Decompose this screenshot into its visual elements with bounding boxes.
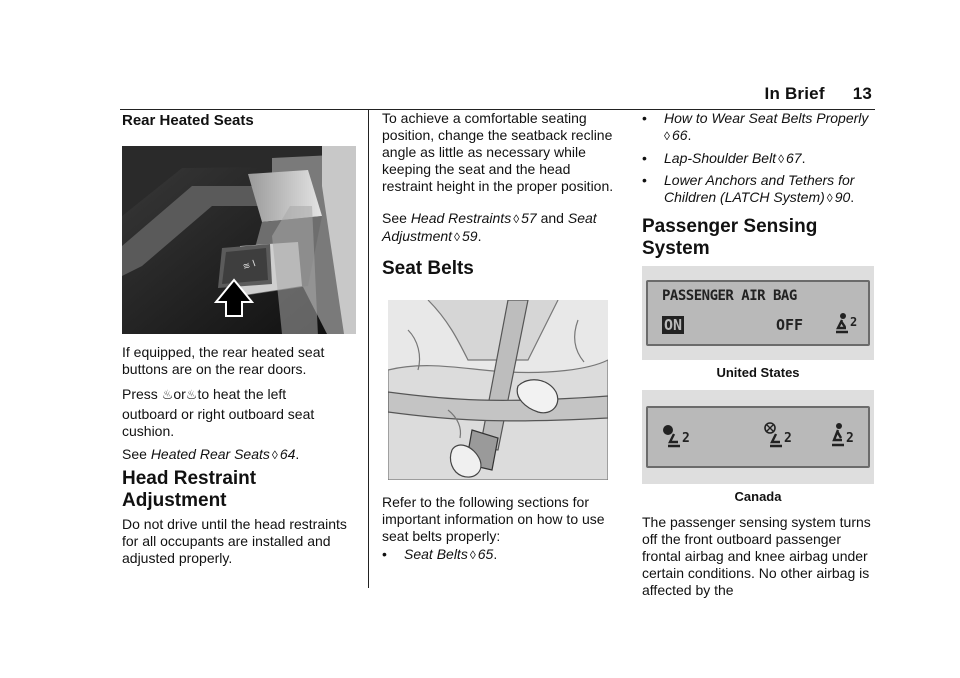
xref-head-restraints[interactable]: Head Restraints — [410, 210, 512, 226]
seated-passenger-icon: 2 — [828, 422, 862, 450]
on-indicator: ON — [664, 316, 683, 334]
bullet-icon: • — [382, 546, 387, 562]
heading-rear-heated-seats: Rear Heated Seats — [122, 112, 254, 129]
xref-latch[interactable]: Lower Anchors and Tethers for — [664, 172, 855, 188]
list-item: • How to Wear Seat Belts Properly ◊ 66. — [642, 110, 869, 143]
list-item: • Seat Belts ◊ 65. — [382, 546, 498, 562]
xref-icon: ◊ — [513, 212, 520, 226]
xref-icon: ◊ — [778, 152, 785, 166]
seat-belt-intro: Refer to the following sections for important information on how to use seat belts properly: — [382, 494, 605, 544]
rear-heated-seat-photo — [122, 146, 356, 334]
caption-united-states: United States — [716, 365, 800, 380]
off-indicator: OFF — [776, 316, 804, 334]
heading-seat-belts: Seat Belts — [382, 258, 474, 279]
heading-head-restraint-line2: Adjustment — [122, 490, 227, 511]
head-restraint-text: Do not drive until the head restraints for all occupants are installed and adjusted properly. — [122, 516, 347, 566]
xref-icon: ◊ — [271, 448, 278, 462]
passenger-airbag-display-us — [646, 280, 870, 346]
xref-icon: ◊ — [454, 230, 460, 244]
heading-passenger-sensing-line2: System — [642, 238, 710, 259]
see-head-restraints: See Head Restraints ◊ 57 and Seat Adjustment ◊ 59. — [382, 210, 597, 244]
passenger-airbag-display-canada — [646, 406, 870, 468]
bullet-icon: • — [642, 110, 647, 126]
page-number: 13 — [852, 84, 872, 103]
bullet-icon: • — [642, 150, 647, 166]
heated-seat-left-icon: ♨ — [161, 387, 174, 402]
section-title: In Brief — [764, 84, 825, 103]
xref-icon: ◊ — [664, 129, 670, 143]
canada-indicator-figure — [642, 390, 874, 484]
bullet-icon: • — [642, 172, 647, 188]
seated-passenger-icon: 2 — [832, 312, 862, 336]
svg-text:≋ I: ≋ I — [241, 258, 258, 273]
airbag-off-icon: 2 — [764, 422, 798, 450]
running-head — [765, 84, 872, 104]
xref-heated-rear-seats[interactable]: Heated Rear Seats — [150, 446, 270, 462]
heading-passenger-sensing-line1: Passenger Sensing — [642, 216, 818, 237]
press-line: Press ♨or♨to heat the left — [122, 386, 287, 402]
see-heated-rear-seats: See Heated Rear Seats ◊ 64. — [122, 446, 300, 462]
airbag-on-icon: 2 — [662, 424, 696, 450]
column-divider — [368, 110, 369, 588]
xref-lap-shoulder-belt[interactable]: Lap-Shoulder Belt — [664, 150, 777, 166]
heated-seat-right-icon: ♨ — [185, 387, 198, 402]
xref-icon: ◊ — [826, 191, 833, 205]
press-line-continuation: outboard or right outboard seat cushion. — [122, 406, 315, 439]
xref-icon: ◊ — [469, 548, 476, 562]
xref-seat-adjustment[interactable]: Seat — [567, 210, 597, 226]
xref-seat-belts[interactable]: Seat Belts — [404, 546, 468, 562]
seating-position-text: To achieve a comfortable seating position, change the seatback recline angle as little as necessary while keeping the seat and the head restraint height in the proper position. — [382, 110, 614, 194]
us-indicator-figure — [642, 266, 874, 360]
caption-canada: Canada — [734, 489, 782, 504]
seat-belt-illustration — [388, 300, 608, 480]
list-item: • Lower Anchors and Tethers for Children (LATCH System) ◊ 90. — [642, 172, 855, 205]
heading-head-restraint-line1: Head Restraint — [122, 468, 257, 489]
list-item: • Lap-Shoulder Belt ◊ 67. — [642, 150, 806, 166]
display-title: PASSENGER AIR BAG — [662, 288, 797, 304]
xref-how-to-wear[interactable]: How to Wear Seat Belts Properly — [664, 110, 869, 126]
passenger-sensing-text: The passenger sensing system turns off the front outboard passenger frontal airbag and knee airbag under certain conditions. No other airbag is affected by the — [642, 514, 871, 598]
rear-heated-seats-intro: If equipped, the rear heated seat buttons are on the rear doors. — [122, 344, 325, 377]
